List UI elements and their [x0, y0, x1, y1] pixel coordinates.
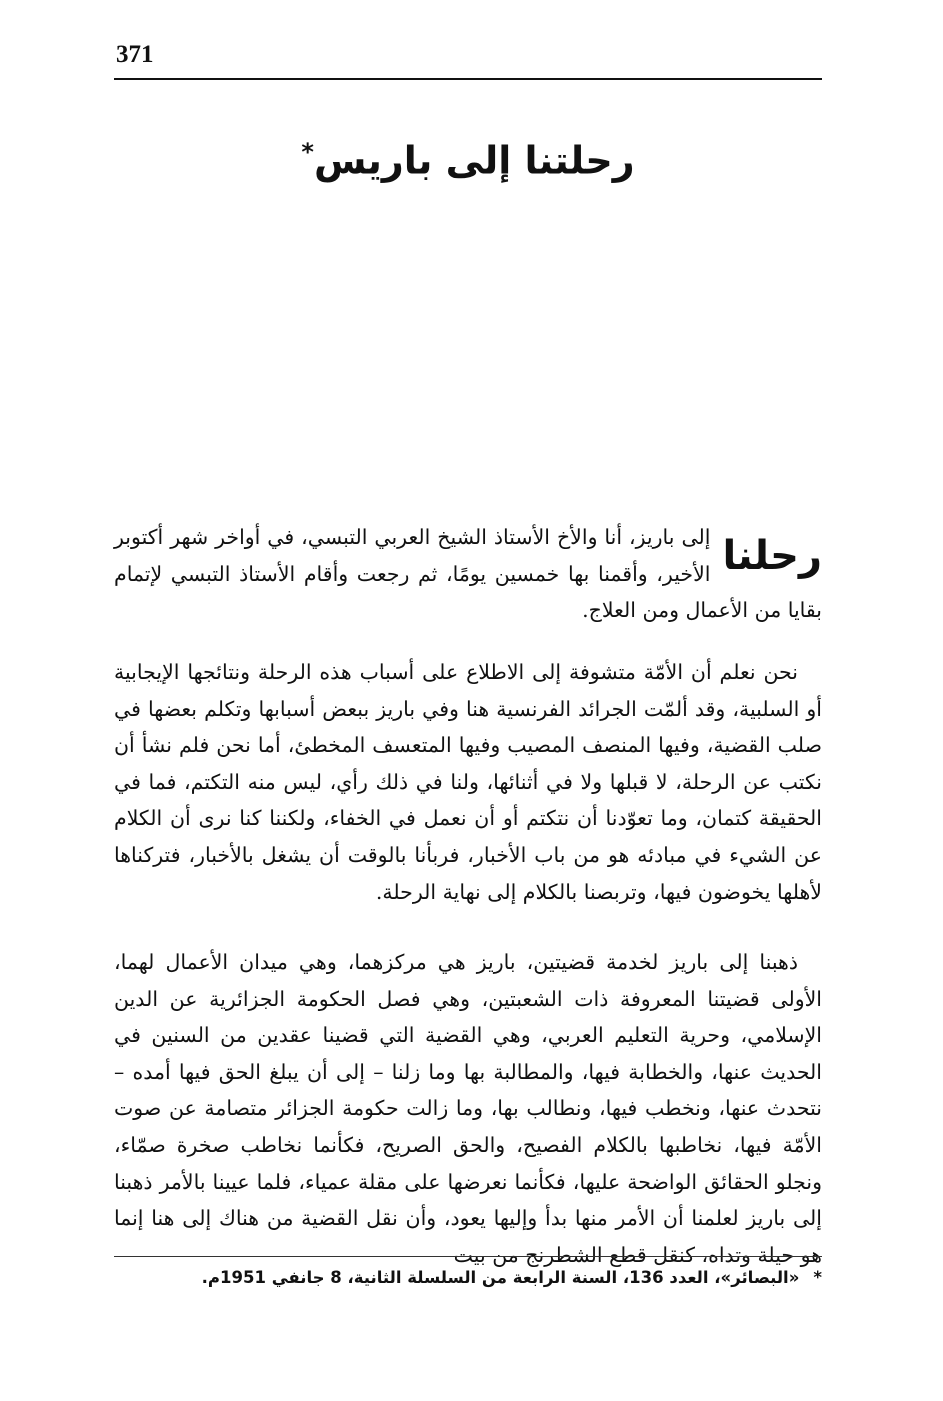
footnote-rule: [114, 1256, 822, 1257]
opening-word: رحلنا: [722, 533, 822, 579]
paragraph-1: [114, 519, 822, 629]
article-title: [114, 124, 822, 189]
paragraph-3: ذهبنا إلى باريز لخدمة قضيتين، باريز هي مركزهما، وهي ميدان الأعمال لهما، الأولى قضيتنا المعروفة ذات الشعبتين، وهي فصل الحكومة الجزائرية عن الدين الإسلامي، وحرية التعليم العربي، وهي القضية التي قضينا عقدين من السنين في الحديث عنها، والخطابة فيها، والمطالبة بها وما زلنا – إلى أن يبلغ الحق فيها أمده – نتحدث عنها، ونخطب فيها، ونطالب بها، وما زالت حكومة الجزائر متصامة عن صوت الأمّة فيها، نخاطبها بالكلام الفصيح، والحق الصريح، فكأنما نخاطب صخرة صمّاء، ونجلو الحقائق الواضحة عليها، فكأنما نعرضها على مقلة عمياء، فلما عيينا بالأمر ذهبنا إلى باريز لعلمنا أن الأمر منها بدأ وإليها يعود، وأن نقل القضية من هناك إلى هنا إنما هو حيلة وتداه، كنقل قطع الشطرنج من بيت: [114, 950, 822, 1267]
footnote-mark: *: [813, 1268, 822, 1287]
paragraph-1-text: إلى باريز، أنا والأخ الأستاذ الشيخ العربي التبسي، في أواخر شهر أكتوبر الأخير، وأقمنا بها خمسين يومًا، ثم رجعت وأقام الأستاذ التبسي لإتمام بقايا من الأعمال ومن العلاج.: [114, 525, 822, 623]
paragraph-2: نحن نعلم أن الأمّة متشوفة إلى الاطلاع على أسباب هذه الرحلة ونتائجها الإيجابية أو السلبية، وقد ألمّت الجرائد الفرنسية هنا وفي باريز ببعض أسبابها وتكلم بعضها في صلب القضية، وفيها المنصف المصيب وفيها المتعسف المخطئ، أما نحن فلم نشأ أن نكتب عن الرحلة، لا قبلها ولا في أثنائها، ولنا في ذلك رأي، ليس منه التكتم، فما في الحقيقة كتمان، وما تعوّدنا أن نتكتم أو أن نعمل في الخفاء، ولكننا كنا نرى أن الكلام عن الشيء في مبادئه هو من باب الأخبار، فربأنا بالوقت أن يشغل بالأخبار، فتركناها لأهلها يخوضون فيها، وتربصنا بالكلام إلى نهاية الرحلة.: [114, 660, 822, 904]
header-rule: [114, 78, 822, 80]
footnote: [114, 1264, 822, 1292]
page-number: 371: [116, 41, 154, 68]
article-title-text: رحلتنا إلى باريس: [313, 138, 635, 183]
footnote-text: «البصائر»، العدد 136، السنة الرابعة من السلسلة الثانية، 8 جانفي 1951م.: [201, 1268, 800, 1287]
title-footnote-mark: *: [301, 138, 314, 166]
